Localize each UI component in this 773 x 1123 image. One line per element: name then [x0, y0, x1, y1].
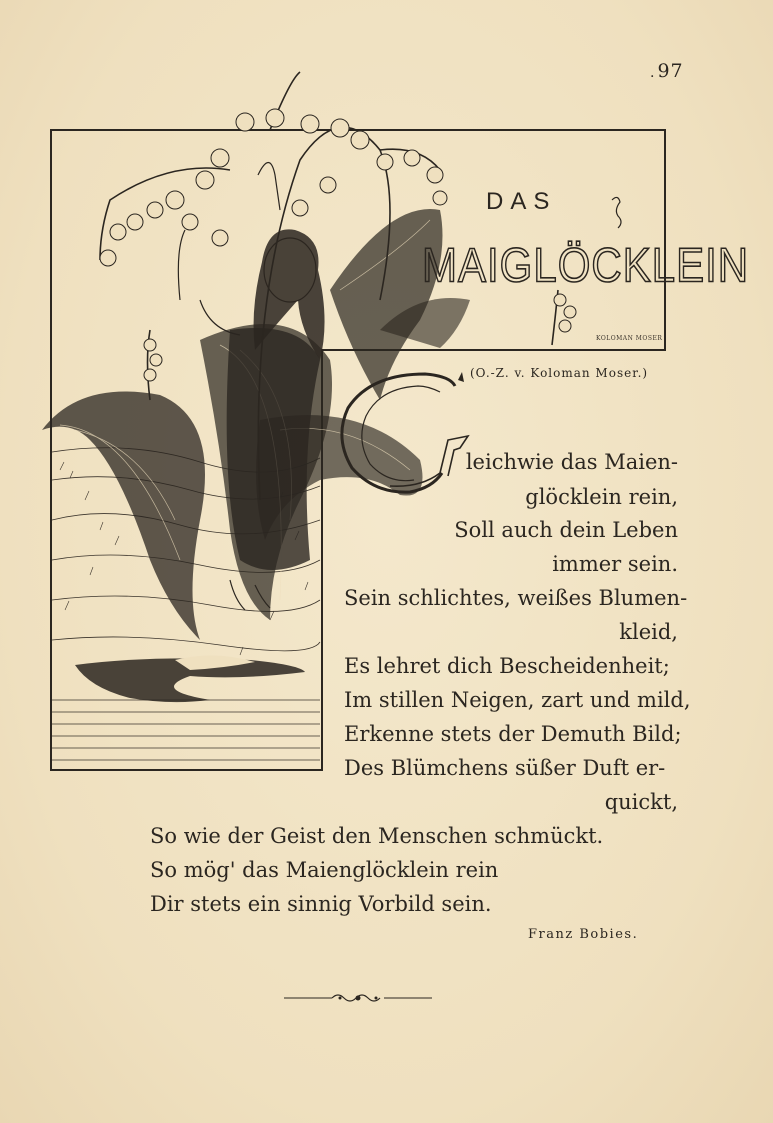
poem-line: Im stillen Neigen, zart und mild, [344, 688, 691, 712]
drop-cap-g-icon [330, 368, 470, 508]
poem-line: So wie der Geist den Menschen schmückt. [150, 824, 604, 848]
poem-line: So mög' das Maienglöcklein rein [150, 858, 499, 882]
poem-line: quickt, [604, 790, 678, 814]
ornament-divider-icon [284, 990, 432, 1006]
poem-line: Des Blümchens süßer Duft er- [344, 756, 666, 780]
title-small: DAS [486, 188, 557, 215]
poem-line: Soll auch dein Leben [454, 518, 678, 542]
illustration-credit: (O.-Z. v. Koloman Moser.) [470, 366, 649, 380]
poem-line: Dir stets ein sinnig Vorbild sein. [150, 892, 492, 916]
poem-line: immer sein. [552, 552, 678, 576]
page-number: . 97 [650, 60, 684, 82]
artist-signature: KOLOMAN MOSER [596, 335, 663, 342]
poem-author: Franz Bobies. [528, 927, 639, 942]
poem-line: leichwie das Maien- [465, 450, 678, 474]
poem-line: glöcklein rein, [525, 485, 678, 509]
poem-line: Es lehret dich Bescheidenheit; [344, 654, 670, 678]
title-main: MAIGLÖCKLEIN [422, 238, 750, 293]
poem-line: Sein schlichtes, weißes Blumen- [344, 586, 688, 610]
poem-line: Erkenne stets der Demuth Bild; [344, 722, 682, 746]
poem-line: kleid, [619, 620, 678, 644]
